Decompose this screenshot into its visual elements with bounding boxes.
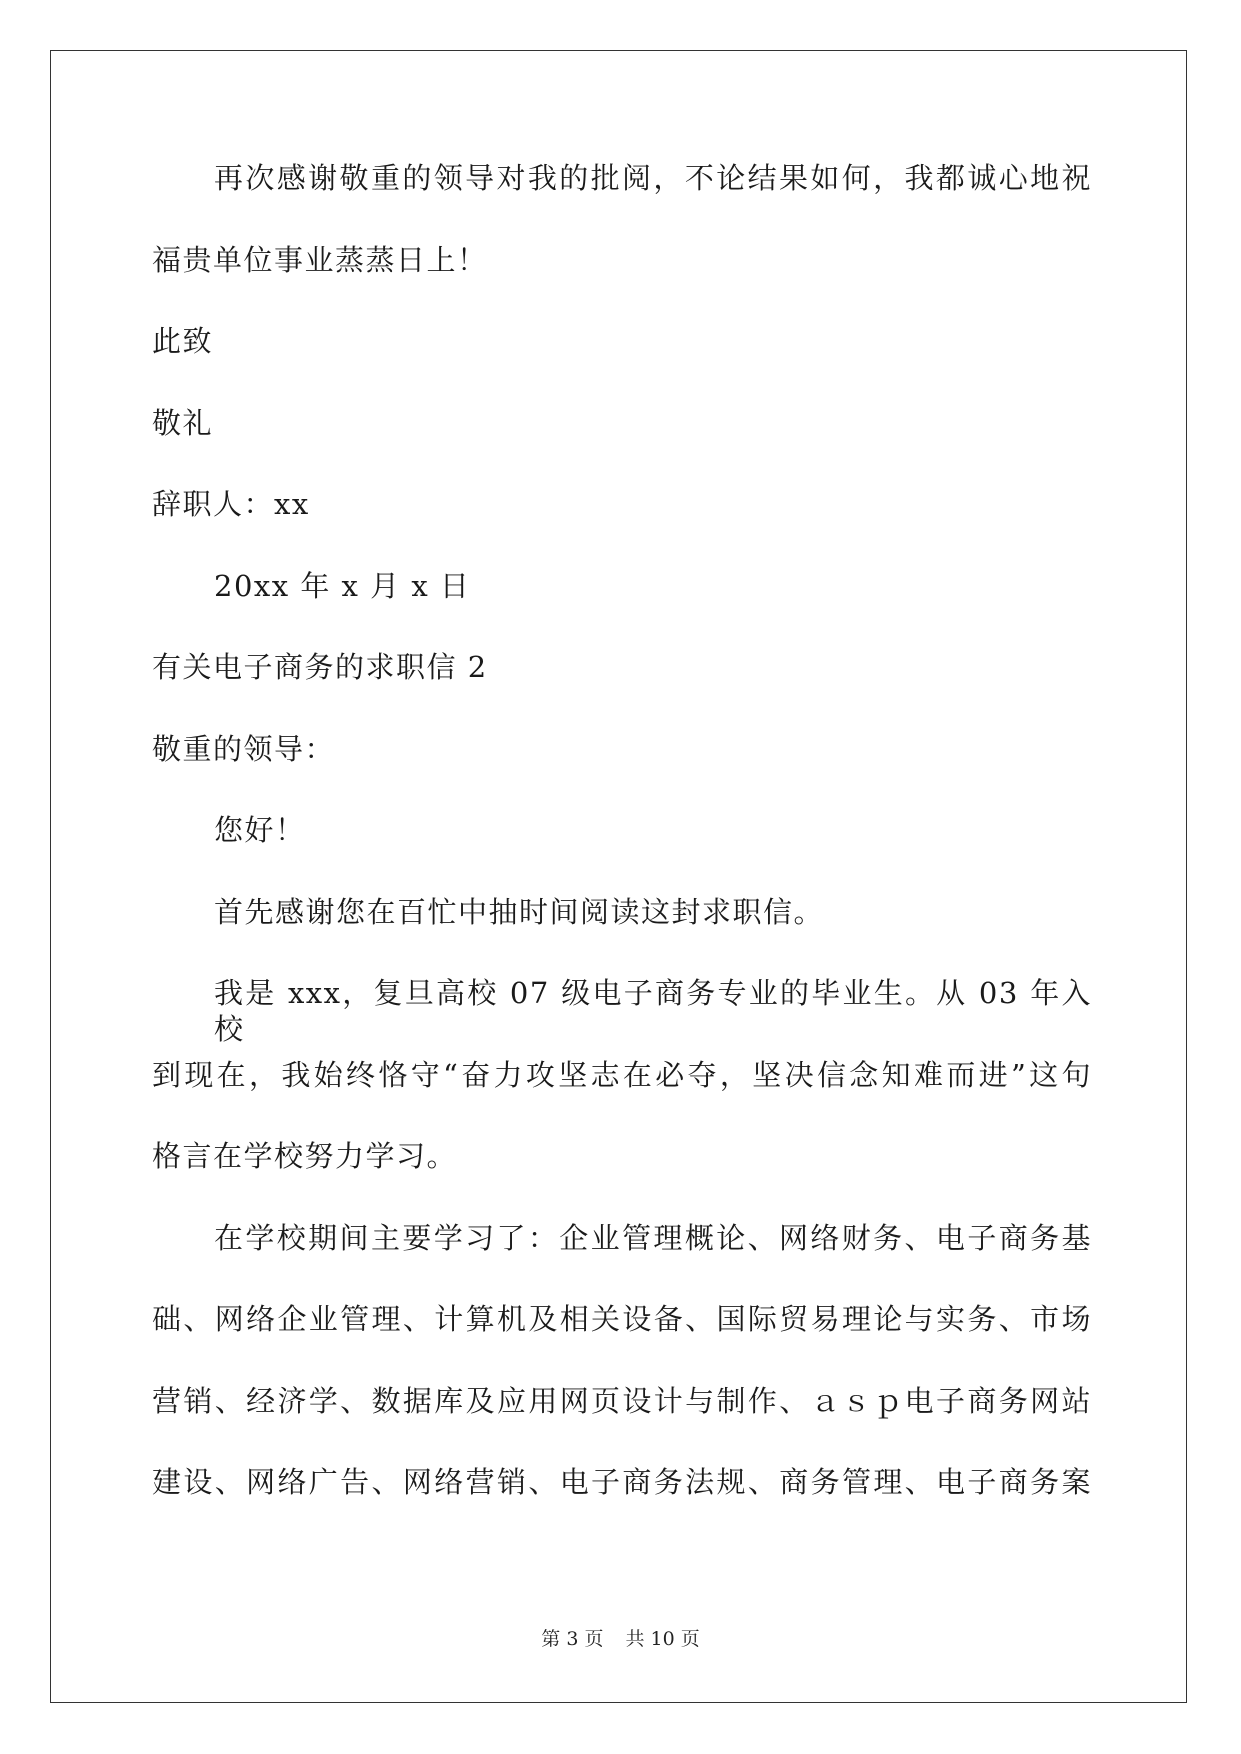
section-title: 有关电子商务的求职信 2 xyxy=(152,650,488,684)
closing-line: 此致 xyxy=(152,324,214,358)
paragraph-line: 建设、网络广告、网络营销、电子商务法规、商务管理、电子商务案 xyxy=(152,1465,1092,1499)
paragraph-line: 再次感谢敬重的领导对我的批阅，不论结果如何，我都诚心地祝 xyxy=(214,161,1092,195)
salutation: 敬重的领导： xyxy=(152,731,336,766)
closing-salute: 敬礼 xyxy=(152,405,214,440)
page-number-total: 共 10 页 xyxy=(625,1628,700,1650)
paragraph-line: 础、网络企业管理、计算机及相关设备、国际贸易理论与实务、市场 xyxy=(152,1302,1092,1336)
paragraph-line: 格言在学校努力学习。 xyxy=(152,1139,458,1173)
greeting: 您好！ xyxy=(214,813,306,847)
paragraph-line: 首先感谢您在百忙中抽时间阅读这封求职信。 xyxy=(214,894,825,929)
paragraph-line: 在学校期间主要学习了：企业管理概论、网络财务、电子商务基 xyxy=(214,1220,1092,1255)
paragraph-line: 营销、经济学、数据库及应用网页设计与制作、ａｓｐ电子商务网站 xyxy=(152,1383,1092,1418)
page-footer xyxy=(0,1624,1241,1651)
paragraph-line: 到现在，我始终恪守“奋力攻坚志在必夺，坚决信念知难而进”这句 xyxy=(152,1057,1092,1092)
document-body xyxy=(152,160,1092,1546)
page-number-current: 第 3 页 xyxy=(541,1628,604,1650)
paragraph-line: 福贵单位事业蒸蒸日上！ xyxy=(152,242,488,277)
signature-line: 辞职人：xx xyxy=(152,487,310,521)
date-line: 20xx 年 x 月 x 日 xyxy=(214,568,471,603)
paragraph-line: 我是 xxx，复旦高校 07 级电子商务专业的毕业生。从 03 年入校 xyxy=(214,976,1092,1046)
